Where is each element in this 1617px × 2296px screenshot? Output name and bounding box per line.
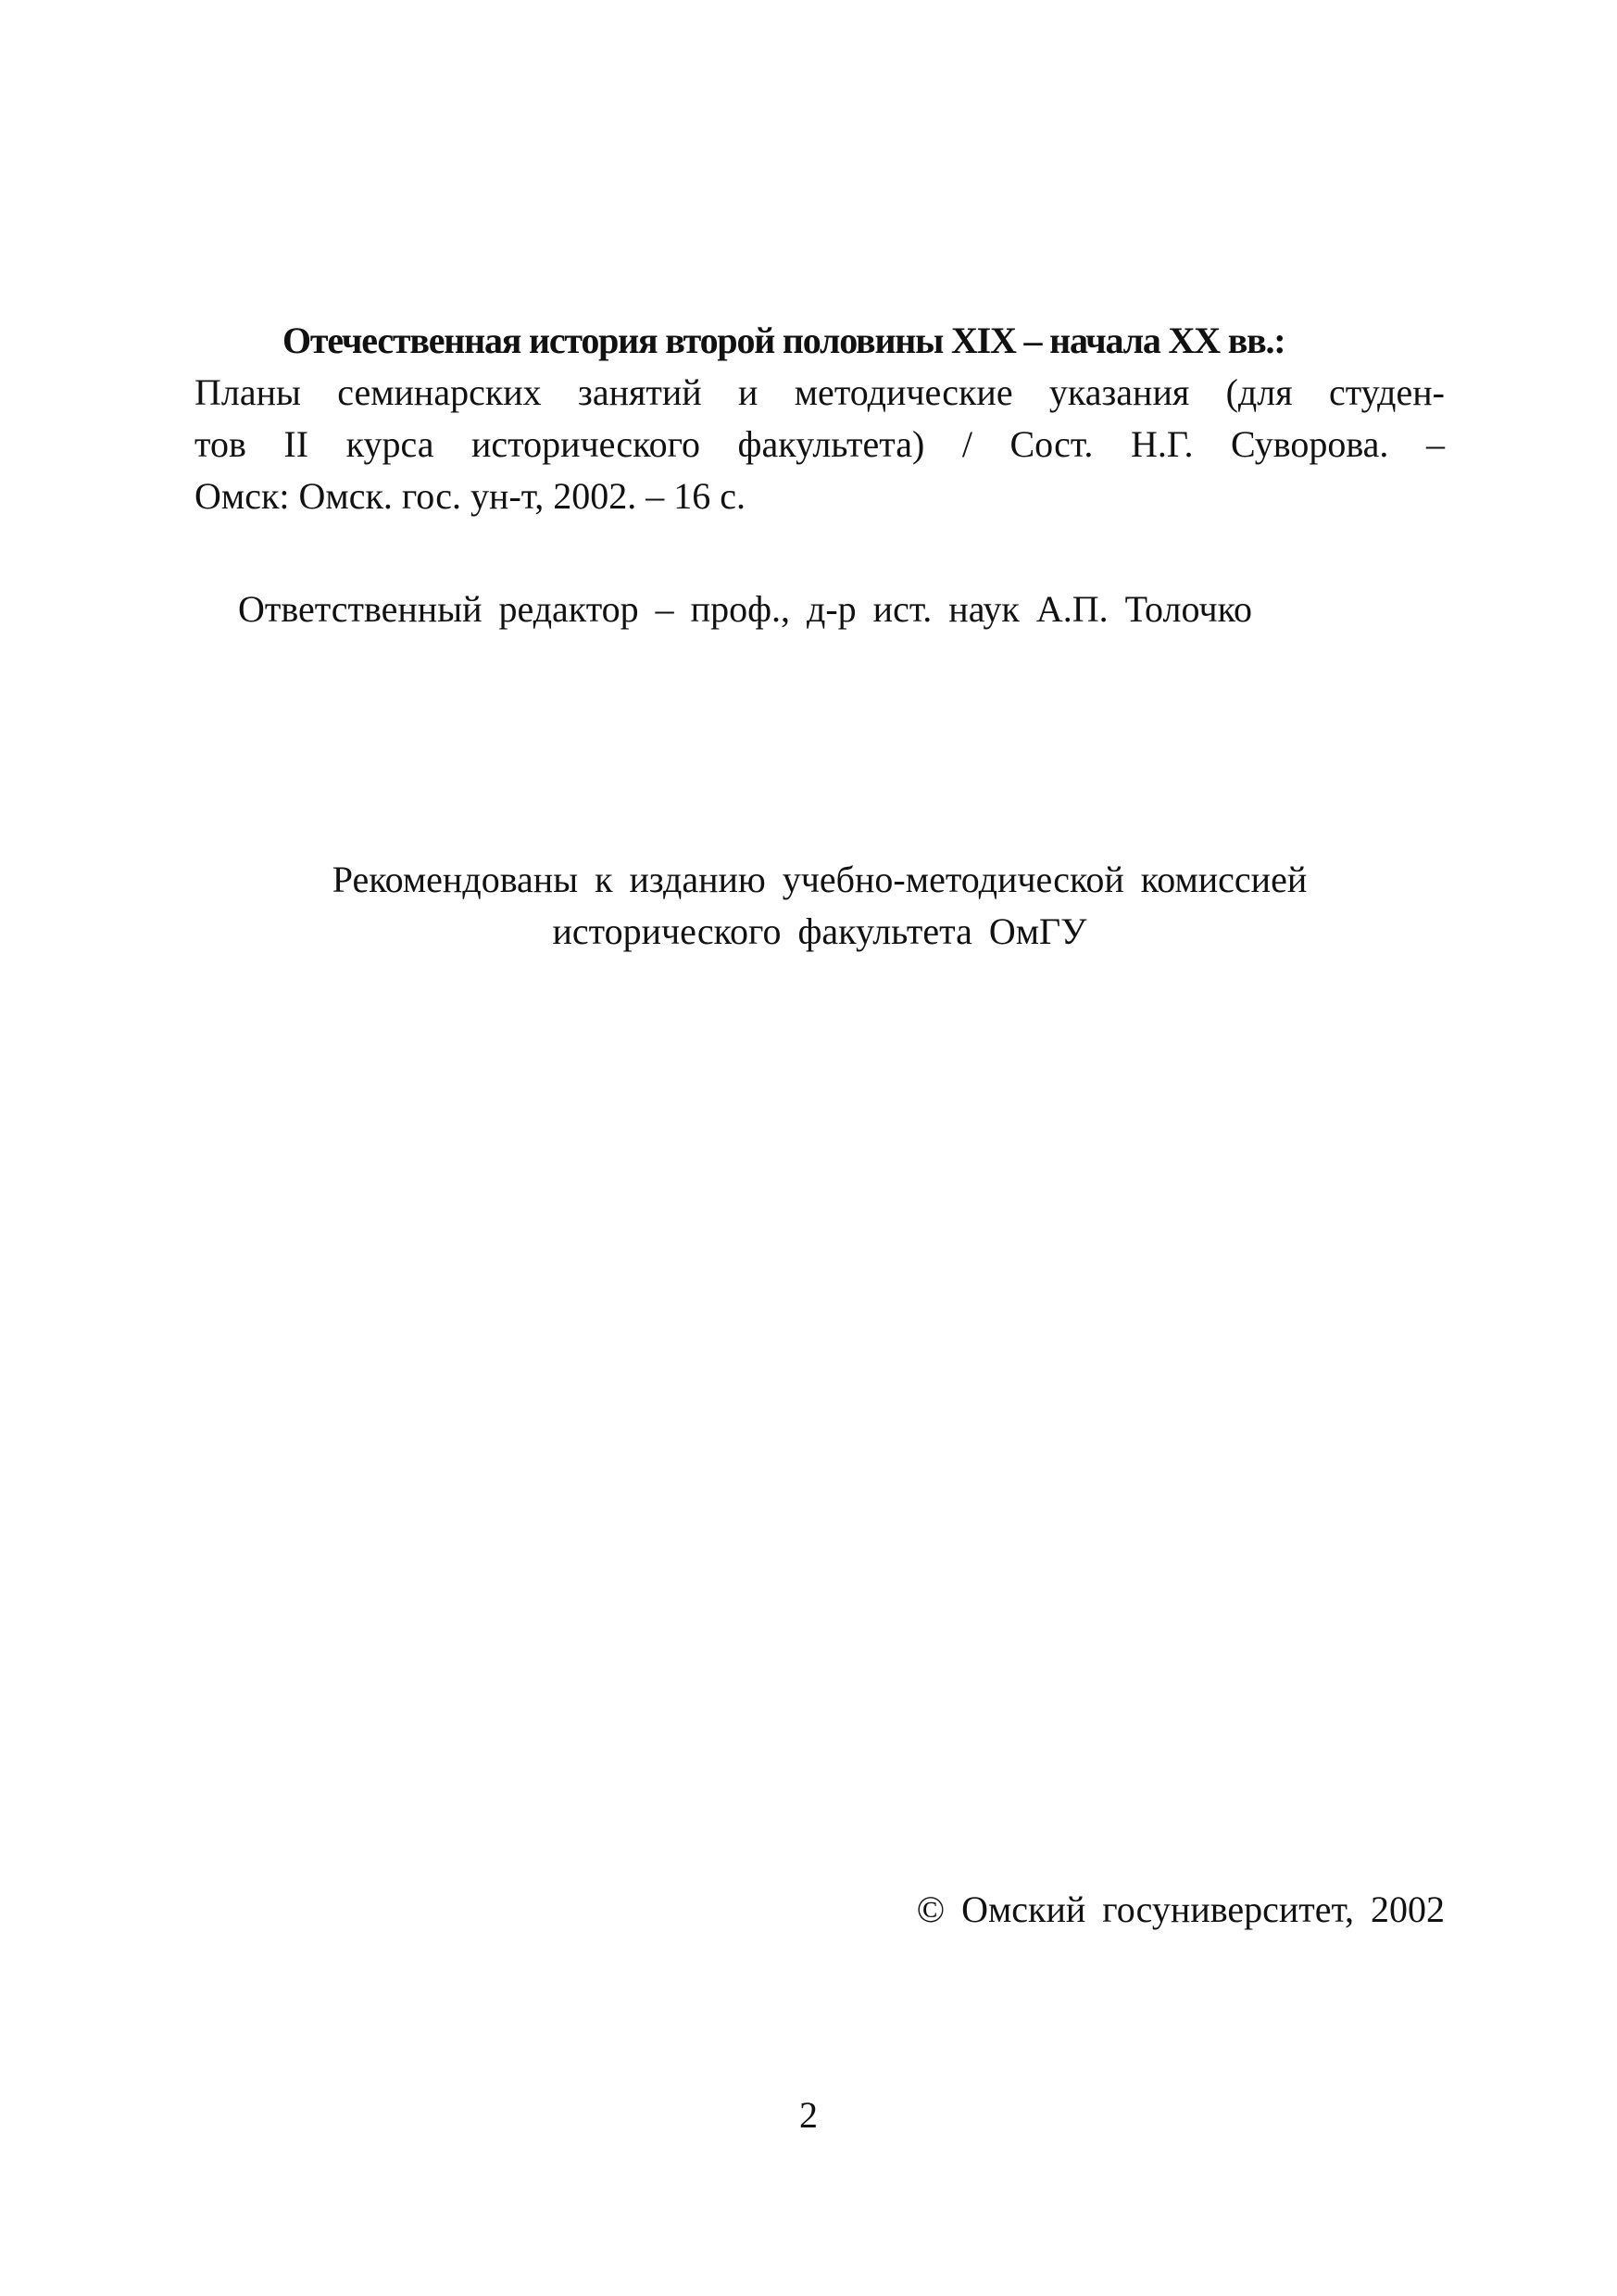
copyright-notice: © Омский госуниверситет, 2002 <box>916 1888 1445 1930</box>
bibliographic-record <box>194 315 1445 522</box>
responsible-editor: Ответственный редактор – проф., д-р ист. наук А.П. Толочко <box>238 588 1252 630</box>
bibliographic-line-2: Планы семинарских занятий и методические указания (для студен- <box>194 371 1445 413</box>
bibliographic-title: Отечественная история второй половины XIX – начала XX вв.: <box>282 320 1285 361</box>
recommendation-line-1: Рекомендованы к изданию учебно-методической комиссией <box>332 859 1308 900</box>
bibliographic-line-4: Омск: Омск. гос. ун-т, 2002. – 16 с. <box>194 475 746 517</box>
page-number: 2 <box>799 2094 818 2136</box>
bibliographic-line-3: тов II курса исторического факультета) / Сост. Н.Г. Суворова. – <box>194 423 1445 465</box>
recommendation-note <box>194 854 1445 958</box>
recommendation-line-2: исторического факультета ОмГУ <box>552 910 1087 952</box>
